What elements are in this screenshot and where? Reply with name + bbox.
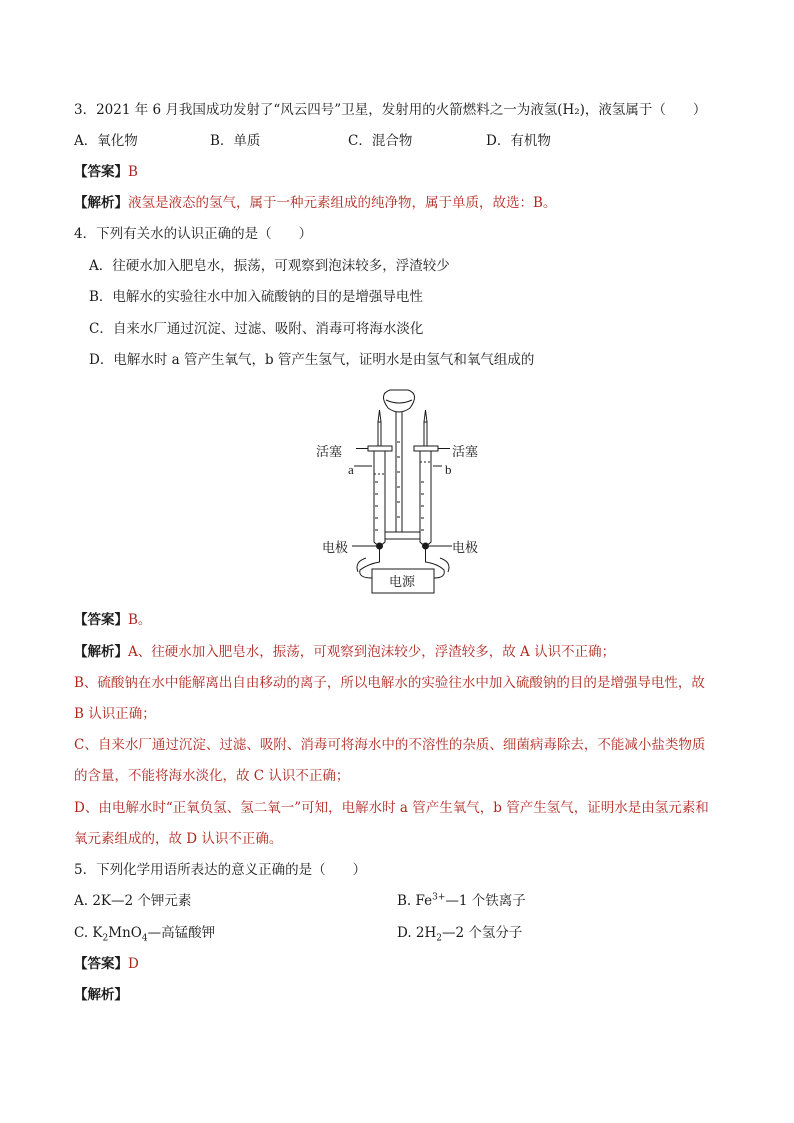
left-electrode [377, 543, 383, 549]
q3-stem: 3．2021 年 6 月我国成功发射了“风云四号”卫星，发射用的火箭燃料之一为液氢(H₂)，液氢属于（ ） [74, 102, 707, 118]
q4-option-d: D．电解水时 a 管产生氧气，b 管产生氢气，证明水是由氢气和氧气组成的 [89, 352, 535, 368]
right-valve-label: 活塞 [452, 444, 479, 459]
electrolysis-apparatus-diagram [308, 382, 488, 597]
right-tip [424, 410, 427, 422]
q4-analysis-line-3: B 认识正确； [74, 706, 156, 722]
analysis-tag: 【解析】 [74, 644, 128, 660]
tube-b-label: b [445, 462, 452, 477]
q3-option-a: A．氧化物 [74, 133, 138, 149]
q4-analysis-line-2: B、硫酸钠在水中能解离出自由移动的离子，所以电解水的实验往水中加入硫酸钠的目的是增强导电性，故 [74, 675, 705, 691]
q5-option-b: B. $Fe^{3+}—1$ 个铁离子 [397, 892, 526, 909]
answer-tag: 【答案】 [74, 164, 128, 180]
right-tube-b [420, 451, 431, 545]
analysis-text: 液氢是液态的氢气，属于一种元素组成的纯净物，属于单质，故选：B。 [128, 195, 557, 211]
q3-option-c: C．混合物 [348, 133, 413, 149]
answer-value: B。 [128, 612, 152, 628]
right-electrode [423, 543, 429, 549]
q5-stem: 5．下列化学用语所表达的意义正确的是（ ） [74, 862, 367, 878]
right-valve-body [414, 446, 438, 451]
left-tip [378, 410, 381, 422]
stand-left-foot [357, 558, 366, 572]
left-valve-body [368, 446, 392, 451]
q4-option-b: B．电解水的实验往水中加入硫酸钠的目的是增强导电性 [89, 289, 423, 305]
q3-option-d: D．有机物 [486, 133, 551, 149]
q4-answer [74, 611, 151, 629]
stand-right-foot [440, 558, 449, 572]
q4-analysis-line-6: D、由电解水时“正氧负氢、氢二氧一”可知，电解水时 a 管产生氧气，b 管产生氢气，证明水是由氢元素和 [74, 800, 709, 816]
q5-analysis [74, 986, 128, 1004]
q3-answer [74, 163, 138, 181]
q3-option-b: B．单质 [210, 133, 261, 149]
tube-a-label: a [348, 462, 354, 477]
answer-tag: 【答案】 [74, 612, 128, 628]
analysis-text: A、往硬水加入肥皂水，振荡，可观察到泡沫较少，浮渣较多，故 A 认识不正确； [128, 644, 616, 660]
left-valve-label: 活塞 [316, 444, 343, 459]
answer-value: B [128, 164, 138, 180]
q5-option-c: C. $K_2MnO_4—$高锰酸钾 [74, 925, 216, 944]
answer-value: D [128, 956, 139, 972]
q4-stem: 4．下列有关水的认识正确的是（ ） [74, 226, 313, 242]
q5-option-d: D. $2H_2—2$ 个氢分子 [397, 925, 523, 944]
q5-option-a: A. 2K—2 个钾元素 [74, 893, 192, 909]
analysis-tag: 【解析】 [74, 987, 128, 1003]
q4-analysis-line-7: 氧元素组成的，故 D 认识不正确。 [74, 831, 283, 847]
q3-analysis [74, 194, 556, 212]
left-tube-a [374, 451, 385, 545]
q4-analysis-line-5: 的含量，不能将海水淡化，故 C 认识不正确； [74, 768, 350, 784]
right-electrode-label: 电极 [452, 540, 479, 555]
answer-tag: 【答案】 [74, 956, 128, 972]
analysis-tag: 【解析】 [74, 195, 128, 211]
q4-analysis-line-1 [74, 643, 615, 661]
q4-option-c: C．自来水厂通过沉淀、过滤、吸附、消毒可将海水淡化 [89, 321, 424, 337]
left-electrode-label: 电极 [322, 540, 349, 555]
q5-answer [74, 955, 139, 973]
q4-analysis-line-4: C、自来水厂通过沉淀、过滤、吸附、消毒可将海水中的不溶性的杂质、细菌病毒除去，不能减小盐类物质 [74, 737, 706, 753]
power-source-label: 电源 [389, 574, 416, 589]
q4-option-a: A．往硬水加入肥皂水，振荡，可观察到泡沫较多，浮渣较少 [89, 258, 450, 274]
